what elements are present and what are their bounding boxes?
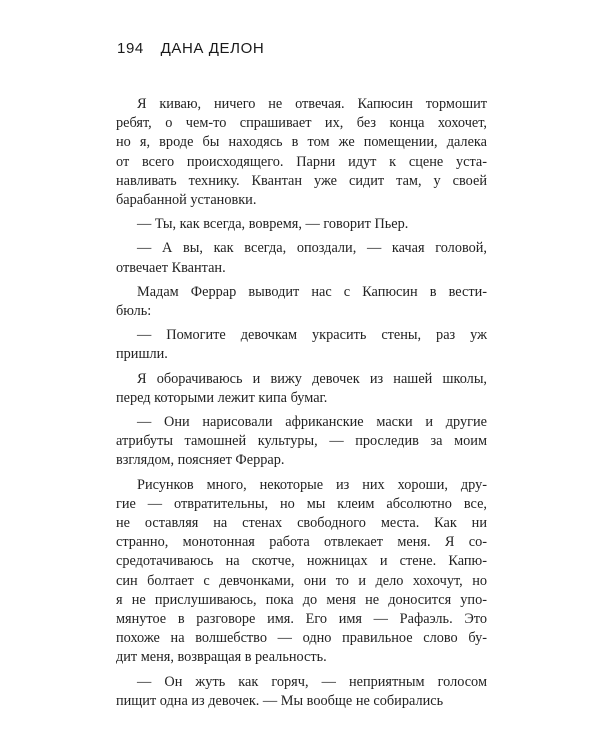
page-number: 194 <box>117 40 144 57</box>
body-text <box>116 95 487 716</box>
paragraph <box>116 673 487 711</box>
author-name: ДАНА ДЕЛОН <box>160 40 265 57</box>
paragraph <box>116 326 487 364</box>
text-line: перед которыми лежит кипа бумаг. <box>116 389 328 406</box>
paragraph <box>116 413 487 471</box>
text-line: пищит одна из девочек. — Мы вообще не собирались <box>116 692 444 709</box>
paragraph <box>116 283 487 321</box>
text-line: — Помогите девочкам украсить стены, раз уж <box>137 327 487 344</box>
paragraph <box>116 95 487 210</box>
text-line: Рисунков много, некоторые из них хороши, дру- <box>137 476 487 493</box>
text-line: ребят, о чем-то спрашивает их, без конца хохочет, <box>116 115 487 132</box>
text-line: средотачиваюсь на скотче, ножницах и стене. Капю- <box>116 553 487 570</box>
text-line: мянутое в разговоре имя. Его имя — Рафаэль. Это <box>116 611 487 628</box>
text-line: навливать технику. Квантан уже сидит там, у своей <box>116 172 487 189</box>
paragraph <box>116 476 487 668</box>
text-line: я не прислушиваюсь, пока до меня не доносится упо- <box>116 591 487 608</box>
text-line: Мадам Феррар выводит нас с Капюсин в вести- <box>137 283 487 300</box>
text-line: но я, вроде бы находясь в том же помещении, далека <box>116 134 487 151</box>
text-line: взглядом, поясняет Феррар. <box>116 452 285 469</box>
text-line: от всего происходящего. Парни идут к сцене уста- <box>116 153 487 170</box>
paragraph <box>116 370 487 408</box>
text-line: бюль: <box>116 303 152 320</box>
text-line: син болтает с девчонками, они то и дело хохочут, но <box>116 572 487 589</box>
text-line: дит меня, возвращая в реальность. <box>116 649 327 666</box>
text-line: — Они нарисовали африканские маски и другие <box>137 414 487 431</box>
text-line: странно, монотонная работа отвлекает меня. Я со- <box>116 534 487 551</box>
text-line: пришли. <box>116 346 168 363</box>
running-head <box>117 40 264 57</box>
text-line: похоже на волшебство — одно правильное слово бу- <box>116 630 487 647</box>
paragraph <box>116 239 487 277</box>
text-line: — Ты, как всегда, вовремя, — говорит Пьер. <box>137 216 409 233</box>
text-line: — А вы, как всегда, опоздали, — качая головой, <box>137 240 487 257</box>
text-line: не оставляя на стенах свободного места. Как ни <box>116 515 487 532</box>
text-line: барабанной установки. <box>116 192 257 209</box>
text-line: отвечает Квантан. <box>116 259 226 276</box>
text-line: Я киваю, ничего не отвечая. Капюсин тормошит <box>137 96 487 112</box>
paragraph <box>116 215 487 234</box>
text-line: гие — отвратительны, но мы клеим абсолютно все, <box>116 495 487 512</box>
text-line: Я оборачиваюсь и вижу девочек из нашей школы, <box>137 370 487 387</box>
text-line: — Он жуть как горяч, — неприятным голосом <box>137 673 487 690</box>
text-line: атрибуты тамошней культуры, — проследив за моим <box>116 433 487 450</box>
